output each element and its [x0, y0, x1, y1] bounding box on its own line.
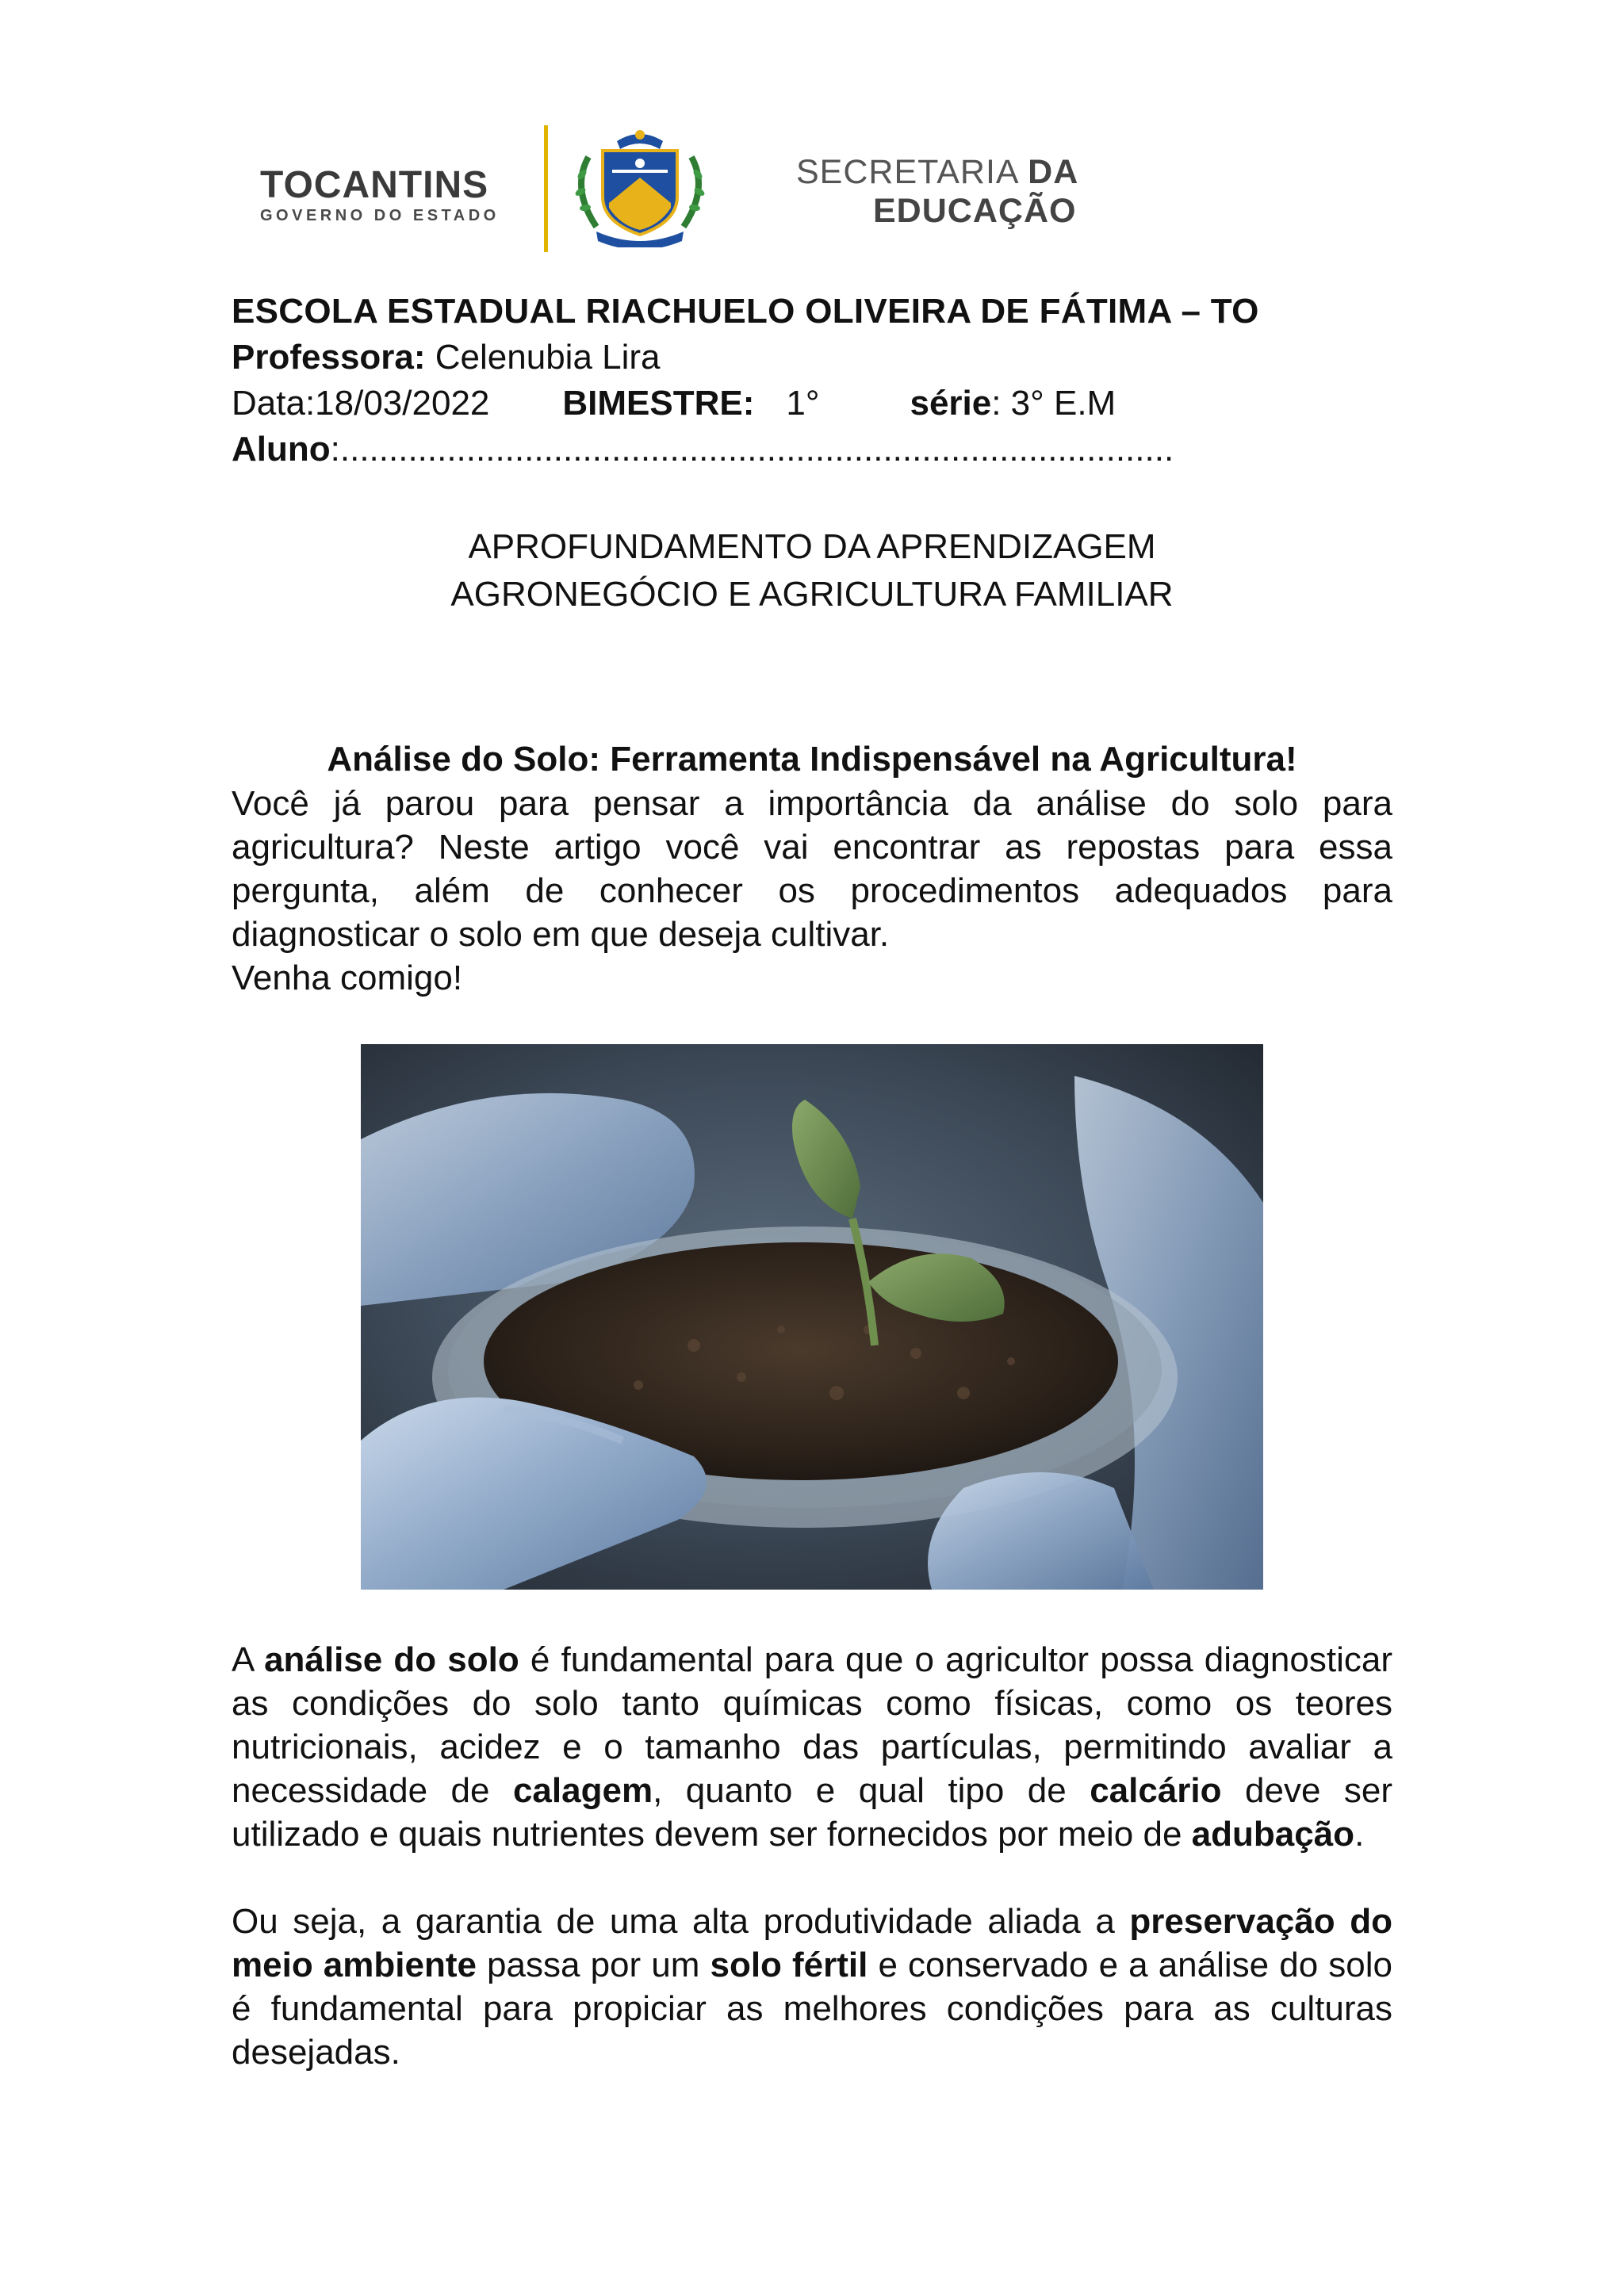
- intro-paragraph: Você já parou para pensar a importância da análise do solo para agricultura? Neste artigo você vai encontrar as repostas para essa pergunta, além de conhecer os procedimentos adequados para diagnosticar o solo em que deseja cultivar.: [232, 784, 1392, 954]
- logo-divider: [544, 125, 548, 252]
- body-paragraph-1: A análise do solo é fundamental para que o agricultor possa diagnosticar as condições do solo tanto químicas como físicas, como os teores nutricionais, acidez e o tamanho das partículas, permitindo avaliar a necessidade de calagem, quanto e qual tipo de calcário deve ser utilizado e quais nutrientes devem ser fornecidos por meio de adubação.: [232, 1640, 1393, 1854]
- keyword-preservacao: preservação do meio ambiente: [232, 1902, 1392, 1984]
- grade-value: : 3° E.M: [991, 384, 1116, 423]
- secretaria-educacao-logo: [796, 155, 1082, 228]
- keyword-solo-fertil: solo fértil: [710, 1946, 868, 1984]
- coat-of-arms-icon: [565, 125, 715, 247]
- student-label: Aluno: [232, 430, 331, 469]
- intro-call-to-action: Venha comigo!: [232, 959, 463, 997]
- keyword-calagem: calagem: [512, 1771, 653, 1810]
- date-label: Data:: [232, 384, 316, 423]
- teacher-line: [232, 335, 661, 381]
- grade-label: série: [910, 384, 992, 423]
- tocantins-logo: [260, 166, 530, 224]
- soil-sample-photo: [361, 1044, 1263, 1590]
- teacher-label: Professora:: [232, 338, 426, 377]
- school-name: ESCOLA ESTADUAL RIACHUELO OLIVEIRA DE FÁTIMA – TO: [232, 292, 1259, 331]
- teacher-name: Celenubia Lira: [435, 338, 661, 377]
- seduc-logo-line1: SECRETARIA DA: [796, 153, 1079, 191]
- student-value: :......................................................................................: [330, 430, 1174, 469]
- keyword-analise-do-solo: análise do solo: [264, 1640, 519, 1679]
- page-title-line2: AGRONEGÓCIO E AGRICULTURA FAMILIAR: [450, 575, 1174, 614]
- date-value: 18/03/2022: [315, 384, 490, 423]
- date-line: [232, 381, 1116, 427]
- tocantins-logo-subtitle: GOVERNO DO ESTADO: [260, 207, 500, 224]
- keyword-adubacao: adubação: [1191, 1815, 1355, 1854]
- body-paragraph-2: Ou seja, a garantia de uma alta produtividade aliada a preservação do meio ambiente passa por um solo fértil e conservado e a análise do solo é fundamental para propiciar as melhores condições para as culturas desejadas.: [232, 1902, 1392, 2072]
- bimester-label: BIMESTRE:: [562, 384, 755, 423]
- page-title-line1: APROFUNDAMENTO DA APRENDIZAGEM: [468, 527, 1156, 566]
- student-line: [232, 427, 1174, 473]
- tocantins-logo-name: TOCANTINS: [260, 164, 489, 206]
- bimester-value: 1°: [786, 384, 820, 423]
- article-heading: Análise do Solo: Ferramenta Indispensável na Agricultura!: [327, 740, 1297, 779]
- keyword-calcario: calcário: [1090, 1771, 1222, 1810]
- seduc-logo-line2: EDUCAÇÃO: [873, 192, 1077, 230]
